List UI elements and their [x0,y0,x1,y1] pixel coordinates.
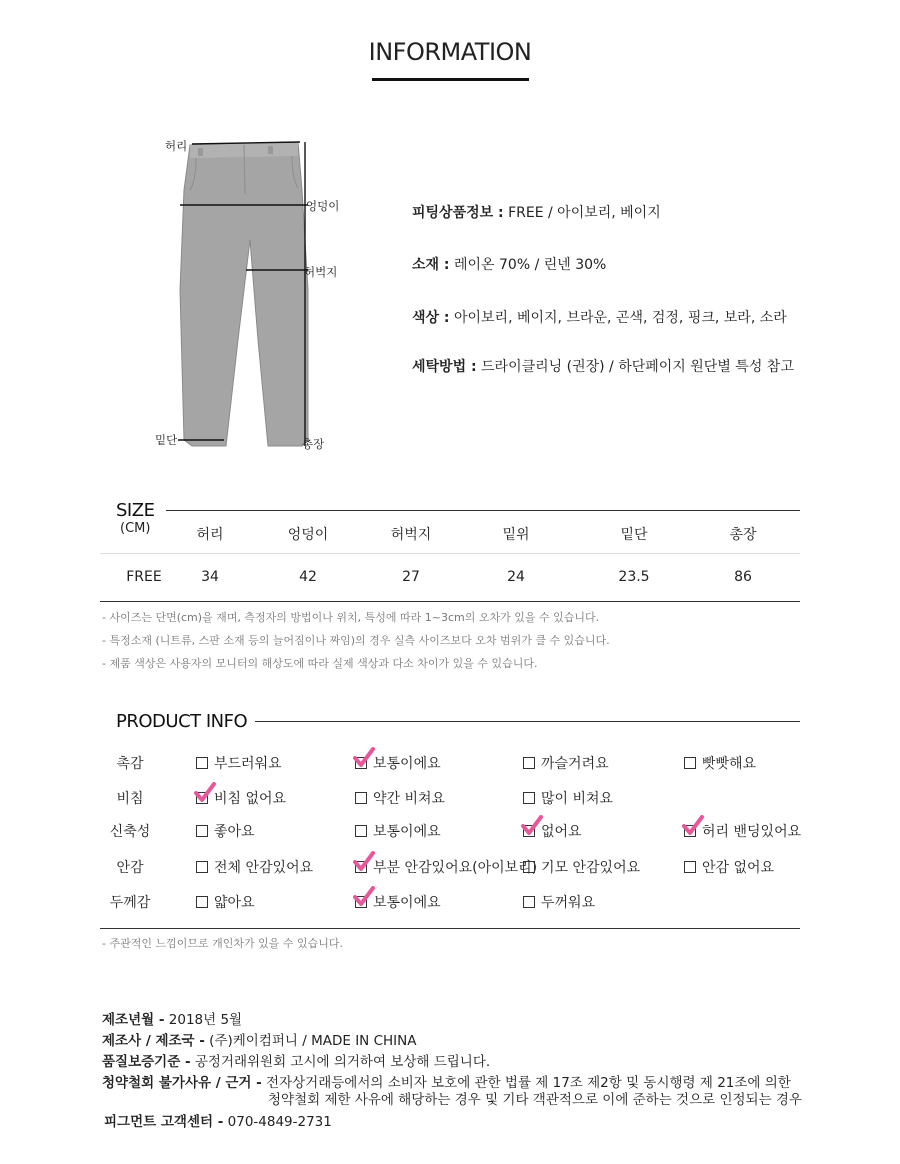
checkbox-icon [523,792,535,804]
size-header-length: 총장 [729,527,757,543]
product-info-option [355,892,441,912]
size-header-divider [100,553,800,554]
size-note: - 특정소재 (니트류, 스판 소재 등의 늘어짐이나 짜임)의 경우 실측 사이즈보다 오차 범위가 클 수 있습니다. [102,634,610,647]
pants-measurement-diagram [150,130,360,470]
product-info-option-label: 좋아요 [214,824,255,840]
size-value-length: 86 [734,569,752,585]
size-value-waist: 34 [201,569,219,585]
product-info-option [684,821,801,841]
product-info-option [523,821,582,841]
product-info-row-label: 비침 [116,791,144,807]
product-info-option [523,892,595,912]
product-info-option-label: 허리 밴딩있어요 [702,824,802,840]
hip-label: 엉덩이 [306,199,340,213]
product-info-option-label: 부드러워요 [214,756,282,772]
product-info-option [196,857,313,877]
thigh-label: 허벅지 [304,265,338,279]
size-value-rise: 24 [507,569,525,585]
product-info-option [196,892,255,912]
size-header-hem: 밑단 [620,527,648,543]
product-info-option [684,753,756,773]
maker-info-cs: 피그먼트 고객센터 - 070-4849-2731 [104,1114,332,1130]
fit-info-product: 피팅상품정보 : FREE / 아이보리, 베이지 [412,205,661,221]
fit-info-washing: 세탁방법 : 드라이클리닝 (권장) / 하단페이지 원단별 특성 참고 [412,359,794,375]
title-underline [372,78,529,81]
size-title-rule [166,510,800,511]
product-info-option-label: 없어요 [541,824,582,840]
maker-info-withdrawal: 청약철회 불가사유 / 근거 - 전자상거래등에서의 소비자 보호에 관한 법률 제 17조 제2항 및 동시행령 제 21조에 의한 [102,1075,791,1091]
checkbox-icon [355,825,367,837]
product-info-option-label: 보통이에요 [373,895,441,911]
product-info-option-label: 약간 비쳐요 [373,791,446,807]
product-info-option [196,821,255,841]
product-info-row-label: 안감 [116,860,144,876]
size-header-rise: 밑위 [502,527,530,543]
checked-checkbox-icon [196,792,208,804]
product-info-row-label: 신축성 [109,824,151,840]
checked-checkbox-icon [684,825,696,837]
product-info-option-label: 기모 안감있어요 [541,860,641,876]
product-info-row-label: 촉감 [116,756,144,772]
product-info-option [355,788,445,808]
product-info-option-label: 보통이에요 [373,824,441,840]
product-info-option [523,753,609,773]
product-info-option [355,753,441,773]
product-info-row-label: 두께감 [109,895,151,911]
checkbox-icon [684,757,696,769]
checkbox-icon [523,896,535,908]
checkmark-icon [682,815,704,837]
size-unit: (CM) [120,521,151,536]
maker-info-manufacturer: 제조사 / 제조국 - (주)케이컴퍼니 / MADE IN CHINA [102,1033,417,1049]
fit-info-material: 소재 : 레이온 70% / 린넨 30% [412,257,607,273]
checkmark-icon [353,886,375,908]
size-header-hip: 엉덩이 [287,527,329,543]
checked-checkbox-icon [355,861,367,873]
checkmark-icon [194,782,216,804]
maker-info-date: 제조년월 - 2018년 5월 [102,1012,243,1028]
product-info-option [196,753,282,773]
checkmark-icon [521,815,543,837]
product-info-option-label: 까슬거려요 [541,756,609,772]
checked-checkbox-icon [523,825,535,837]
product-info-option [523,788,613,808]
size-header-thigh: 허벅지 [390,527,432,543]
product-info-option-label: 얇아요 [214,895,255,911]
product-info-option-label: 빳빳해요 [702,756,757,772]
checkbox-icon [684,861,696,873]
checkbox-icon [196,757,208,769]
product-info-option-label: 안감 없어요 [702,860,775,876]
product-info-option-label: 전체 안감있어요 [214,860,314,876]
product-info-option [196,788,286,808]
checkbox-icon [355,792,367,804]
maker-info-warranty: 품질보증기준 - 공정거래위원회 고시에 의거하여 보상해 드립니다. [102,1054,491,1070]
pants-illustration [150,130,360,470]
maker-info-withdrawal-cont: 청약철회 제한 사유에 해당하는 경우 및 기타 객관적으로 이에 준하는 것으로 인정되는 경우 [268,1092,803,1108]
hem-label: 밑단 [155,433,178,447]
size-value-thigh: 27 [402,569,420,585]
size-table-bottom-rule [100,601,800,602]
product-info-option-label: 많이 비쳐요 [541,791,614,807]
checkbox-icon [196,825,208,837]
size-value-hip: 42 [299,569,317,585]
product-info-bottom-rule [100,928,800,929]
product-info-option [684,857,774,877]
checkbox-icon [196,861,208,873]
product-info-option-label: 부분 안감있어요(아이보리) [373,860,538,876]
size-row-label: FREE [126,569,162,585]
product-info-title-rule [255,721,800,722]
size-value-hem: 23.5 [618,569,650,585]
size-note: - 사이즈는 단면(cm)을 재며, 측정자의 방법이나 위치, 특성에 따라 1~3cm의 오차가 있을 수 있습니다. [102,611,600,624]
size-note: - 제품 색상은 사용자의 모니터의 해상도에 따라 실제 색상과 다소 차이가 있을 수 있습니다. [102,657,538,670]
checkmark-icon [353,747,375,769]
product-info-option-label: 비침 없어요 [214,791,287,807]
product-info-option-label: 두꺼워요 [541,895,596,911]
size-header-waist: 허리 [196,527,224,543]
checkbox-icon [523,861,535,873]
product-info-title: PRODUCT INFO [116,711,248,732]
checkbox-icon [196,896,208,908]
page-title: INFORMATION [368,38,532,66]
product-info-option [523,857,640,877]
checkmark-icon [353,851,375,873]
size-title: SIZE [116,500,155,521]
waist-label: 허리 [165,139,188,153]
fit-info-color: 색상 : 아이보리, 베이지, 브라운, 곤색, 검정, 핑크, 보라, 소라 [412,310,787,326]
product-info-option [355,821,441,841]
product-info-option-label: 보통이에요 [373,756,441,772]
length-label: 총장 [302,437,325,451]
checked-checkbox-icon [355,896,367,908]
product-info-option [355,857,537,877]
product-info-note: - 주관적인 느낌이므로 개인차가 있을 수 있습니다. [102,937,343,950]
checked-checkbox-icon [355,757,367,769]
checkbox-icon [523,757,535,769]
